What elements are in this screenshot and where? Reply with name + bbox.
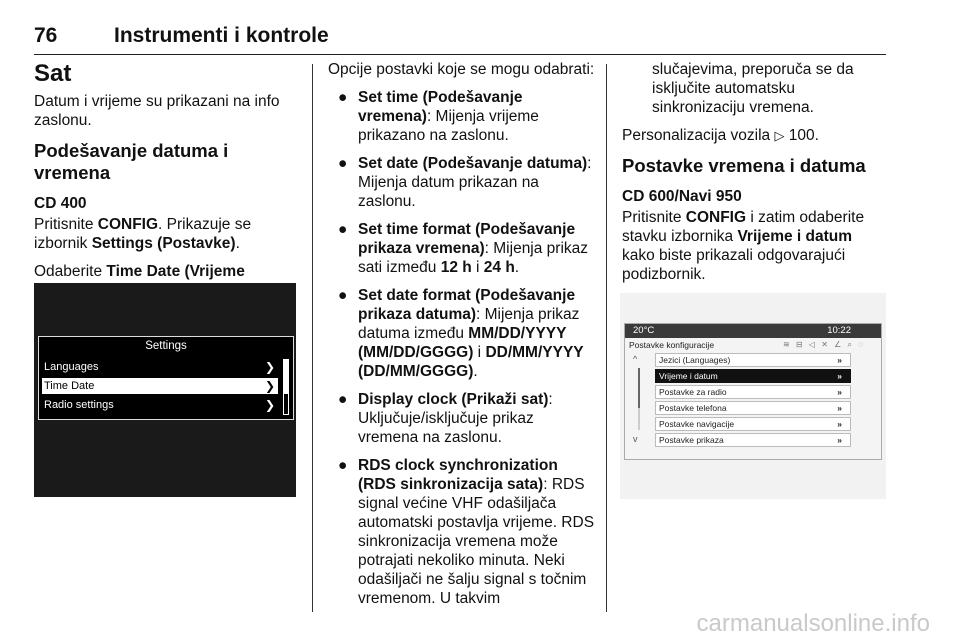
model-heading: CD 600/Navi 950 <box>622 188 742 205</box>
watermark: carmanualsonline.info <box>696 610 930 637</box>
cd400-screen-image <box>34 283 296 497</box>
instruction-paragraph: Pritisnite CONFIG. Prikazuje se izbornik Settings (Postavke). <box>34 216 252 252</box>
chevron-right-icon: ❯ <box>264 379 275 393</box>
instruction-paragraph: Odaberite Time Date (Vrijeme <box>34 263 245 280</box>
bullet-icon: ● <box>338 287 348 304</box>
subsection-title: Podešavanje datuma i vremena <box>34 140 229 183</box>
menu-item-selected: Vrijeme i datum » <box>655 369 851 383</box>
page-header <box>34 24 886 55</box>
chevron-right-icon: » <box>837 387 842 397</box>
navi950-screen-image <box>620 293 886 499</box>
chevron-right-icon: » <box>837 403 842 413</box>
list-item: ● RDS clock synchronization (RDS sinkronizacija sata): RDS signal većine VHF odašiljača automatski postavlja vrijeme. RDS sinkronizacija vremena može potrajati nekoliko minuta. Neki odašiljači ne šalju signal s točnim vremenom. U takvim <box>338 457 595 607</box>
list-item: ● Set date format (Podešavanje prikaza datuma): Mijenja prikaz datuma između MM/DD/YYYY (MM/DD/GGGG) i DD/MM/YYYY (DD/MM/GGGG). <box>338 287 584 380</box>
chevron-right-icon: » <box>837 419 842 429</box>
page-reference-icon: ▷ <box>774 128 785 143</box>
subsection-title: Postavke vremena i datuma <box>622 155 866 176</box>
menu-item: Postavke prikaza » <box>655 433 851 447</box>
list-item: ● Set date (Podešavanje datuma): Mijenja datum prikazan na zaslonu. <box>338 155 592 210</box>
bullet-icon: ● <box>338 89 348 106</box>
menu-item: Postavke za radio » <box>655 385 851 399</box>
menu-title: Settings <box>145 340 187 352</box>
menu-item-time-date: Time Date ❯ <box>42 378 278 394</box>
intro-paragraph: Datum i vrijeme su prikazani na info zaslonu. <box>34 93 280 129</box>
bullet-icon: ● <box>338 221 348 238</box>
menu-header: Postavke konfiguracije <box>629 340 715 350</box>
column-divider <box>606 64 607 612</box>
chevron-up-icon: ^ <box>633 354 638 364</box>
continued-text: slučajevima, preporuča se da isključite automatsku sinkronizaciju vremena. <box>652 61 854 116</box>
menu-item: Postavke navigacije » <box>655 417 851 431</box>
scrollbar-thumb <box>284 360 288 394</box>
config-menu-display <box>624 323 882 460</box>
status-icons: ≋ ⊟ ◁ ✕ ∠ ⌕ ◌ <box>782 340 865 349</box>
clock-readout: 10:22 <box>827 325 851 336</box>
options-intro: Opcije postavki koje se mogu odabrati: <box>328 61 595 78</box>
chevron-right-icon: ❯ <box>264 360 275 374</box>
menu-item: Jezici (Languages) » <box>655 353 851 367</box>
scrollbar-thumb <box>638 368 640 408</box>
chapter-title: Instrumenti i kontrole <box>114 24 329 47</box>
menu-item-radio-settings: Radio settings ❯ <box>44 398 275 412</box>
list-item: ● Display clock (Prikaži sat): Uključuje/isključuje prikaz vremena na zaslonu. <box>338 391 553 446</box>
settings-menu-display <box>38 336 294 420</box>
section-title: Sat <box>34 60 72 87</box>
bullet-icon: ● <box>338 457 348 474</box>
column-1 <box>34 60 296 309</box>
cross-reference: Personalizacija vozila ▷ 100. <box>622 127 819 144</box>
options-list <box>328 88 596 608</box>
page-number: 76 <box>34 24 58 47</box>
bullet-icon: ● <box>338 155 348 172</box>
chevron-down-icon: v <box>633 434 638 444</box>
model-heading: CD 400 <box>34 195 87 212</box>
temperature-readout: 20°C <box>633 325 655 336</box>
status-bar <box>625 324 881 338</box>
bullet-icon: ● <box>338 391 348 408</box>
chevron-right-icon: » <box>837 355 842 365</box>
chevron-right-icon: » <box>837 371 842 381</box>
list-item: ● Set time (Podešavanje vremena): Mijenja vrijeme prikazano na zaslonu. <box>338 89 539 144</box>
instruction-paragraph: Pritisnite CONFIG i zatim odaberite stavku izbornika Vrijeme i datum kako biste prikazali odgovarajući podizbornik. <box>622 209 865 283</box>
chevron-right-icon: » <box>837 435 842 445</box>
menu-item: Postavke telefona » <box>655 401 851 415</box>
column-3 <box>622 60 888 293</box>
column-divider <box>312 64 313 612</box>
menu-item-languages: Languages ❯ <box>44 360 275 374</box>
scrollbar <box>283 359 289 415</box>
column-2 <box>328 60 596 617</box>
list-item: ● Set time format (Podešavanje prikaza vremena): Mijenja prikaz sati između 12 h i 24 h. <box>338 221 589 276</box>
chevron-right-icon: ❯ <box>264 398 275 412</box>
